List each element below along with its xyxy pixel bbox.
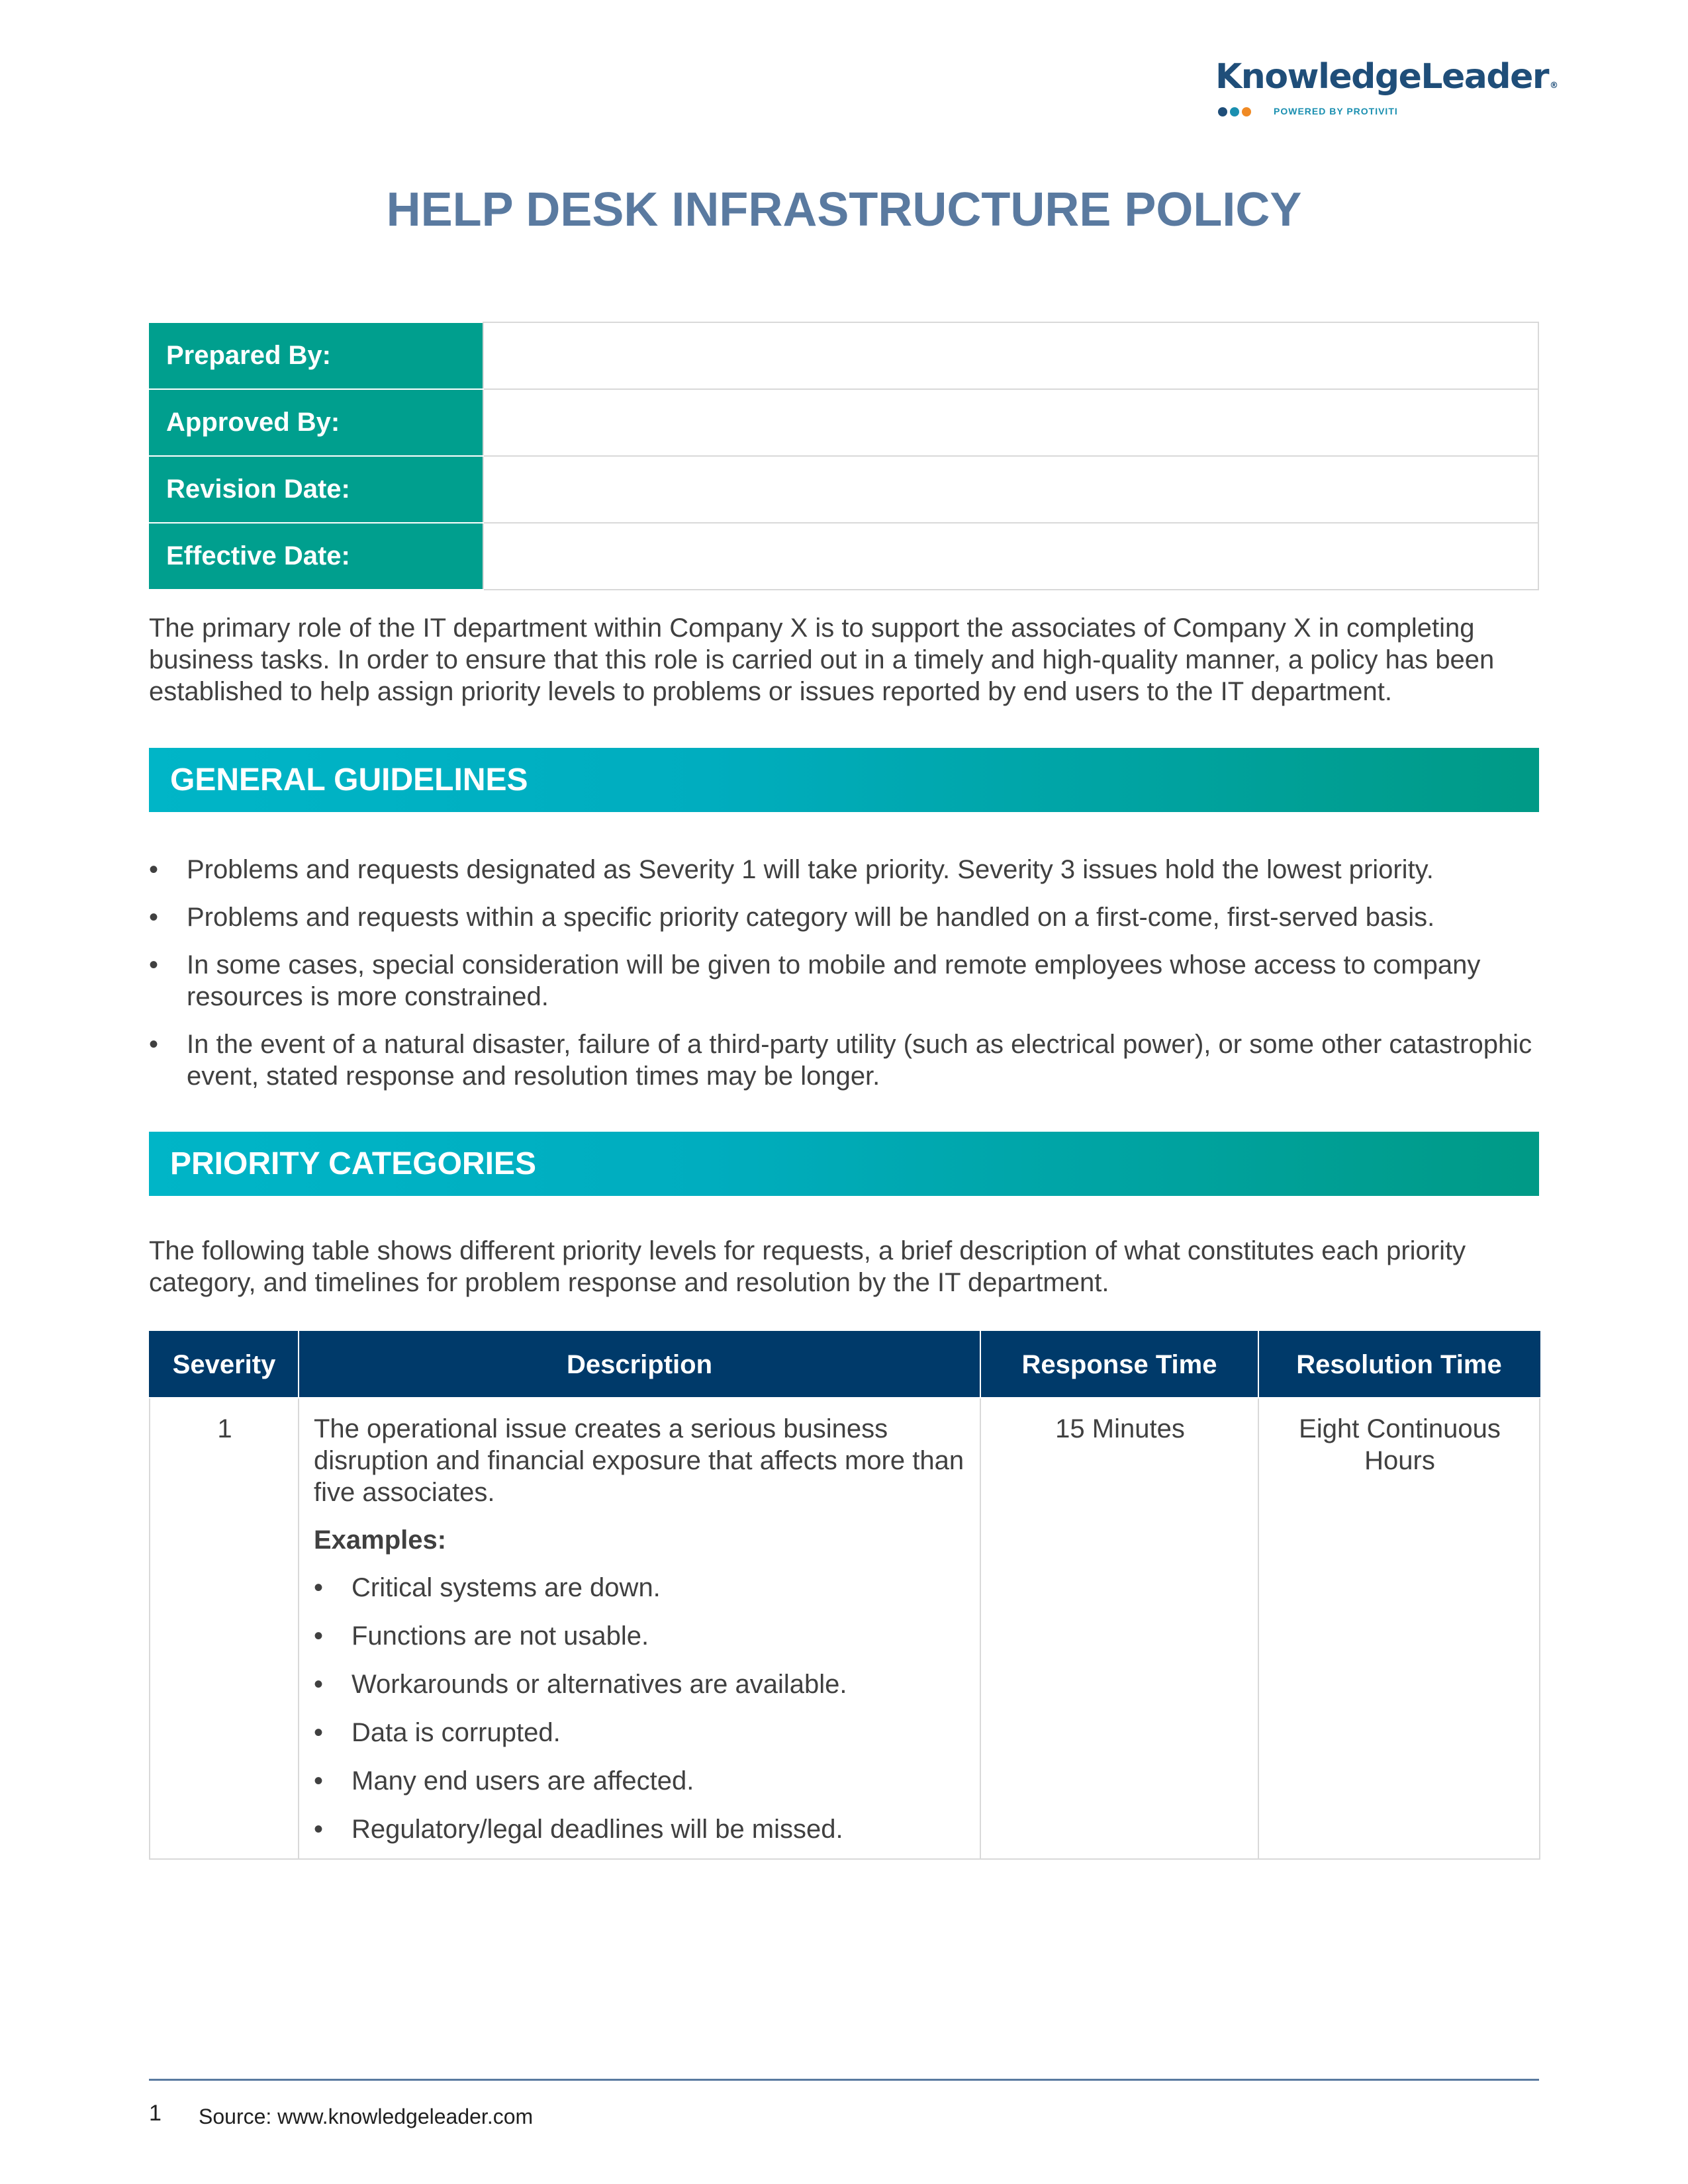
bullet-icon: • [314, 1718, 324, 1747]
list-item: • In some cases, special consideration will be given to mobile and remote employees whose access to company resources is more constrained. [149, 950, 1481, 1011]
column-header-response-time: Response Time [980, 1332, 1258, 1398]
info-value-effective-date[interactable] [483, 523, 1538, 590]
examples-label: Examples: [314, 1525, 447, 1555]
info-value-revision-date[interactable] [483, 456, 1538, 523]
severity-cell: 1 [150, 1398, 299, 1859]
list-item: • Problems and requests designated as Severity 1 will take priority. Severity 3 issues hold the lowest priority. [149, 855, 1434, 884]
description-cell [299, 1398, 980, 1859]
description-text: The operational issue creates a serious business disruption and financial exposure that affects more than five associates. [314, 1414, 964, 1507]
logo-dots-icon [1218, 107, 1251, 116]
info-row-prepared-by [150, 322, 1538, 389]
bullet-icon: • [149, 1030, 159, 1059]
bullet-icon: • [314, 1573, 324, 1602]
resolution-time-cell: Eight Continuous Hours [1258, 1398, 1540, 1859]
info-row-revision-date [150, 456, 1538, 523]
list-item: • Functions are not usable. [314, 1621, 649, 1651]
list-item: • Regulatory/legal deadlines will be missed. [314, 1815, 843, 1844]
info-row-approved-by [150, 389, 1538, 456]
info-value-prepared-by[interactable] [483, 322, 1538, 389]
bullet-icon: • [149, 855, 159, 884]
document-info-table [149, 322, 1539, 590]
info-label: Approved By: [150, 389, 483, 456]
list-item: • Data is corrupted. [314, 1718, 561, 1747]
priority-intro-paragraph: The following table shows different priority levels for requests, a brief description of what constitutes each priority category, and timelines for problem response and resolution by the IT department. [149, 1236, 1466, 1297]
priority-table [149, 1331, 1540, 1860]
column-header-resolution-time: Resolution Time [1258, 1332, 1540, 1398]
list-item: • Many end users are affected. [314, 1766, 694, 1796]
footer-divider [149, 2079, 1539, 2081]
page-title: HELP DESK INFRASTRUCTURE POLICY [386, 183, 1302, 236]
examples-list [314, 1572, 966, 1845]
info-label: Effective Date: [150, 523, 483, 590]
bullet-icon: • [149, 950, 159, 979]
list-item: • In the event of a natural disaster, failure of a third-party utility (such as electrical power), or some other catastrophic event, stated response and resolution times may be longer. [149, 1030, 1532, 1091]
bullet-icon: • [149, 903, 159, 932]
knowledgeleader-logo [1215, 57, 1558, 123]
logo-registered-mark: ® [1550, 81, 1558, 91]
logo-dot [1218, 107, 1227, 116]
intro-paragraph: The primary role of the IT department within Company X is to support the associates of Company X in completing business tasks. In order to ensure that this role is carried out in a timely and high-quality manner, a policy has been established to help assign priority levels to problems or issues reported by end users to the IT department. [149, 614, 1495, 706]
list-item: • Critical systems are down. [314, 1573, 661, 1602]
footer-source: Source: www.knowledgeleader.com [199, 2105, 534, 2128]
bullet-icon: • [314, 1815, 324, 1844]
bullet-icon: • [314, 1621, 324, 1651]
logo-dot [1242, 107, 1251, 116]
info-value-approved-by[interactable] [483, 389, 1538, 456]
bullet-icon: • [314, 1670, 324, 1699]
response-time-cell: 15 Minutes [980, 1398, 1258, 1859]
table-row [150, 1398, 1540, 1859]
section-heading-priority-categories: PRIORITY CATEGORIES [149, 1132, 1539, 1196]
logo-dot [1230, 107, 1239, 116]
list-item: • Workarounds or alternatives are available. [314, 1670, 847, 1699]
general-guidelines-list [149, 854, 1546, 1108]
info-row-effective-date [150, 523, 1538, 590]
logo-tagline: POWERED BY PROTIVITI [1274, 106, 1398, 116]
logo-name: KnowledgeLeader [1215, 57, 1549, 97]
bullet-icon: • [314, 1766, 324, 1796]
section-heading-general-guidelines: GENERAL GUIDELINES [149, 748, 1539, 812]
info-label: Revision Date: [150, 456, 483, 523]
column-header-severity: Severity [150, 1332, 299, 1398]
page-number: 1 [149, 2101, 162, 2126]
list-item: • Problems and requests within a specific priority category will be handled on a first-come, first-served basis. [149, 903, 1435, 932]
info-label: Prepared By: [150, 322, 483, 389]
column-header-description: Description [299, 1332, 980, 1398]
priority-table-header [150, 1332, 1540, 1398]
